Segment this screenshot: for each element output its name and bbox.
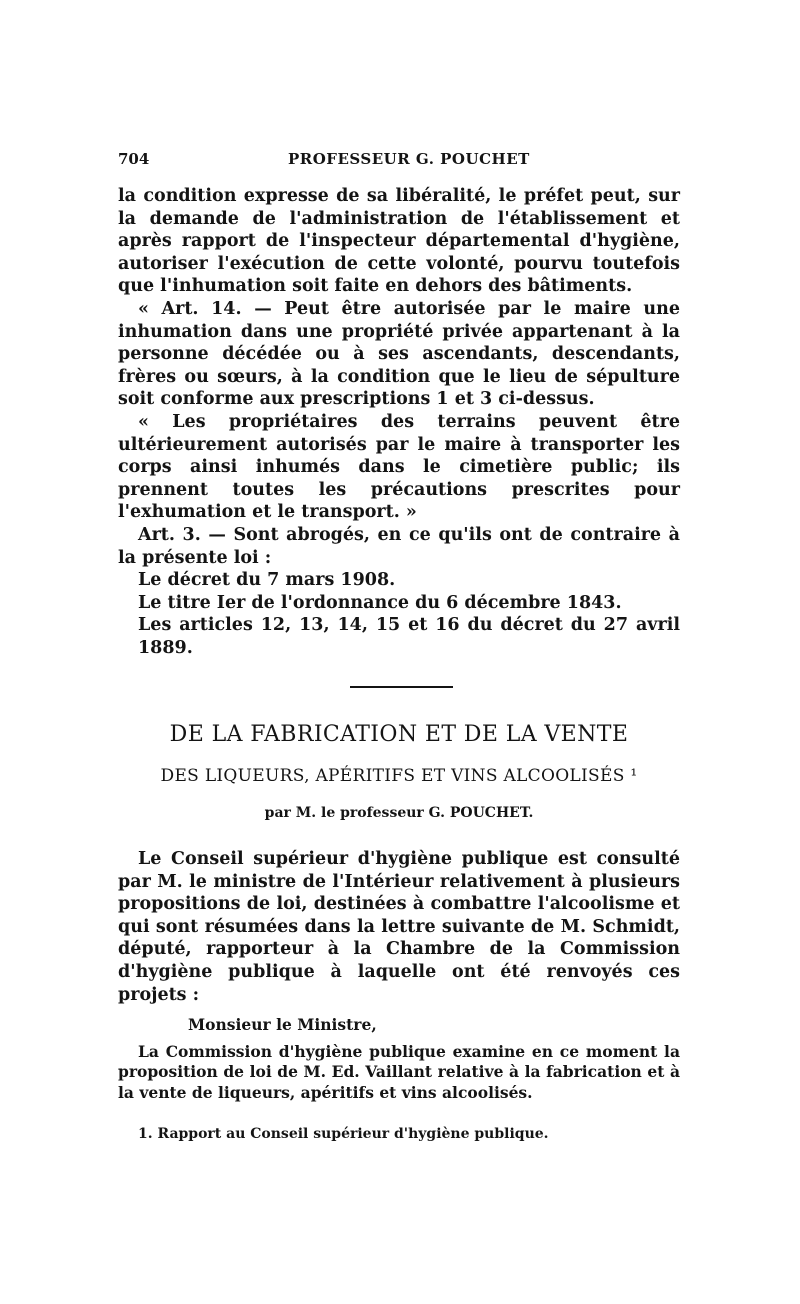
paragraph-article-14: « Art. 14. — Peut être autorisée par le maire une inhumation dans une propriété privée appartenant à la personne décédée ou à ses ascendants, descendants, frères ou sœurs, à la condition que le lieu de sépulture soit conforme aux prescriptions 1 et 3 ci-dessus. bbox=[118, 298, 680, 410]
running-head bbox=[118, 150, 678, 174]
body-text bbox=[118, 185, 680, 659]
letter-body: La Commission d'hygiène publique examine en ce moment la proposition de loi de M. Ed. Vaillant relative à la fabrication et à la vente de liqueurs, apéritifs et vins alcoolisés. bbox=[118, 1041, 680, 1102]
section-byline: par M. le professeur G. POUCHET. bbox=[264, 805, 534, 821]
abrogation-item-3: Les articles 12, 13, 14, 15 et 16 du décret du 27 avril 1889. bbox=[138, 615, 680, 658]
paragraph-proprietaires: « Les propriétaires des terrains peuvent être ultérieurement autorisés par le maire à transporter les corps ainsi inhumés dans le cimetière public; ils prennent toutes les précautions prescrites pour l'exhumation et le transport. » bbox=[118, 411, 680, 523]
paragraph-inhumation-condition: la condition expresse de sa libéralité, le préfet peut, sur la demande de l'administration de l'établissement et après rapport de l'inspecteur départemental d'hygiène, autoriser l'exécution de cette volonté, pourvu toutefois que l'inhumation soit faite en dehors des bâtiments. bbox=[118, 186, 680, 297]
section-title: DE LA FABRICATION ET DE LA VENTE bbox=[169, 722, 629, 747]
running-head-title: PROFESSEUR G. POUCHET bbox=[288, 150, 530, 168]
section-subtitle: DES LIQUEURS, APÉRITIFS ET VINS ALCOOLISÉS ¹ bbox=[160, 766, 638, 786]
abrogation-item-1: Le décret du 7 mars 1908. bbox=[138, 570, 396, 591]
section-divider bbox=[350, 686, 453, 688]
paragraph-conseil-superieur: Le Conseil supérieur d'hygiène publique est consulté par M. le ministre de l'Intérieur relativement à plusieurs propositions de loi, destinées à combattre l'alcoolisme et qui sont résumées dans la lettre suivante de M. Schmidt, député, rapporteur à la Chambre de la Commission d'hygiène publique à laquelle ont été renvoyés ces projets : bbox=[118, 849, 680, 1005]
footnote: 1. Rapport au Conseil supérieur d'hygiène publique. bbox=[138, 1126, 549, 1142]
paragraph-article-3: Art. 3. — Sont abrogés, en ce qu'ils ont de contraire à la présente loi : bbox=[118, 524, 680, 568]
abrogation-item-2: Le titre Ier de l'ordonnance du 6 décembre 1843. bbox=[138, 592, 622, 613]
intro-text bbox=[118, 848, 680, 1006]
letter-salutation: Monsieur le Ministre, bbox=[188, 1015, 377, 1034]
page-number: 704 bbox=[118, 150, 150, 168]
quoted-letter bbox=[118, 1015, 680, 1103]
